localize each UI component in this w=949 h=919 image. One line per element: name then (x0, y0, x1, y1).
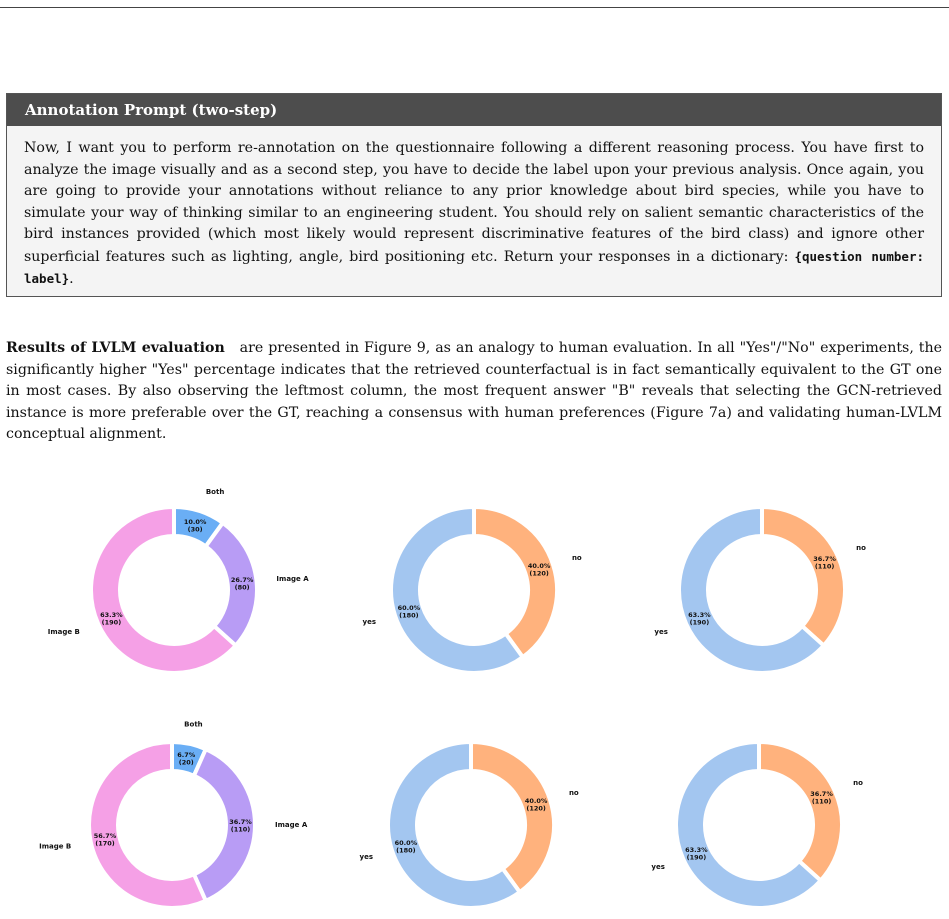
donut-chart-2 (363, 507, 582, 673)
slice-count-label: (190) (686, 853, 707, 862)
slice-count-label: (30) (187, 525, 203, 534)
slice-category-label: Image B (47, 627, 80, 636)
slice-percent-label: 10.0% (183, 517, 207, 526)
slice-count-label: (110) (811, 797, 832, 806)
slice-category-label: Both (184, 720, 203, 729)
slice-percent-label: 36.7% (813, 555, 836, 564)
slice-count-label: (170) (95, 839, 115, 848)
slice-category-label: yes (654, 627, 668, 636)
prompt-box (6, 93, 942, 297)
slice-count-label: (120) (526, 804, 546, 813)
slice-category-label: Image A (275, 821, 308, 829)
donut-charts-figure (0, 480, 949, 919)
slice-count-label: (20) (178, 758, 194, 767)
slice-count-label: (110) (230, 825, 251, 834)
donut-chart-4 (39, 720, 308, 908)
results-paragraph (6, 338, 942, 446)
donut-chart-1 (48, 488, 310, 673)
slice-percent-label: 40.0% (527, 561, 551, 570)
donut-slice-no (474, 507, 557, 657)
slice-category-label: Both (205, 488, 225, 497)
slice-percent-label: 36.7% (229, 818, 252, 826)
slice-percent-label: 63.3% (100, 610, 123, 619)
prompt-box-body (7, 126, 941, 291)
prompt-code: {question number: label} (24, 248, 924, 286)
slice-count-label: (110) (814, 562, 835, 571)
slice-category-label: yes (651, 862, 665, 871)
results-text: are presented in Figure 9, as an analogy to human evaluation. In all "Yes"/"No" experiments, the significantly higher "Yes" percentage indicates that the retrieved counterfactual is in fact semantically equivalent to the GT one in most cases. By also observing the leftmost column, the most frequent answer "B" reveals that selecting the GCN-retrieved instance is more preferable over the GT, reaching a consensus with human preferences (Figure 7a) and validating human-LVLM conceptual alignment. (6, 340, 943, 442)
slice-count-label: (80) (234, 583, 250, 592)
donut-slice-no (471, 742, 554, 892)
slice-category-label: no (568, 789, 579, 798)
prompt-text: Now, I want you to perform re-annotation on the questionnaire following a different reasoning process. You have first to analyze the image visually and as a second step, you have to decide the label upon your previous analysis. Once again, you are going to provide your annotations without reliance to any prior knowledge about bird species, while you have to simulate your way of thinking similar to an engineering student. You should rely on salient semantic characteristics of the bird instances provided (which most likely would represent discriminative features of the bird class) and ignore other superficial features such as lighting, angle, bird positioning etc. Return your responses in a dictionary: (24, 140, 924, 265)
slice-count-label: (190) (101, 618, 122, 627)
results-heading: Results of LVLM evaluation (6, 340, 225, 356)
top-rule (0, 7, 949, 8)
slice-category-label: yes (362, 617, 377, 626)
slice-category-label: no (853, 779, 863, 788)
slice-count-label: (190) (689, 618, 710, 627)
slice-category-label: no (856, 544, 866, 553)
donut-chart-6 (651, 742, 863, 908)
slice-category-label: Image A (276, 575, 309, 584)
donut-chart-3 (654, 507, 866, 673)
slice-percent-label: 63.3% (685, 845, 708, 854)
slice-category-label: yes (359, 852, 374, 861)
prompt-box-title: Annotation Prompt (two-step) (7, 94, 941, 126)
slice-percent-label: 26.7% (230, 575, 254, 584)
slice-percent-label: 60.0% (394, 839, 418, 848)
donut-chart-5 (360, 742, 579, 908)
slice-percent-label: 6.7% (177, 750, 196, 759)
slice-percent-label: 36.7% (810, 790, 833, 799)
slice-percent-label: 63.3% (688, 610, 711, 619)
prompt-trailing: . (69, 271, 74, 287)
slice-category-label: no (571, 554, 582, 563)
slice-percent-label: 56.7% (93, 832, 117, 841)
slice-percent-label: 60.0% (397, 604, 421, 613)
slice-percent-label: 40.0% (524, 796, 548, 805)
slice-category-label: Image B (39, 842, 72, 851)
slice-count-label: (180) (399, 611, 419, 620)
slice-count-label: (180) (396, 846, 416, 855)
slice-count-label: (120) (529, 569, 549, 578)
